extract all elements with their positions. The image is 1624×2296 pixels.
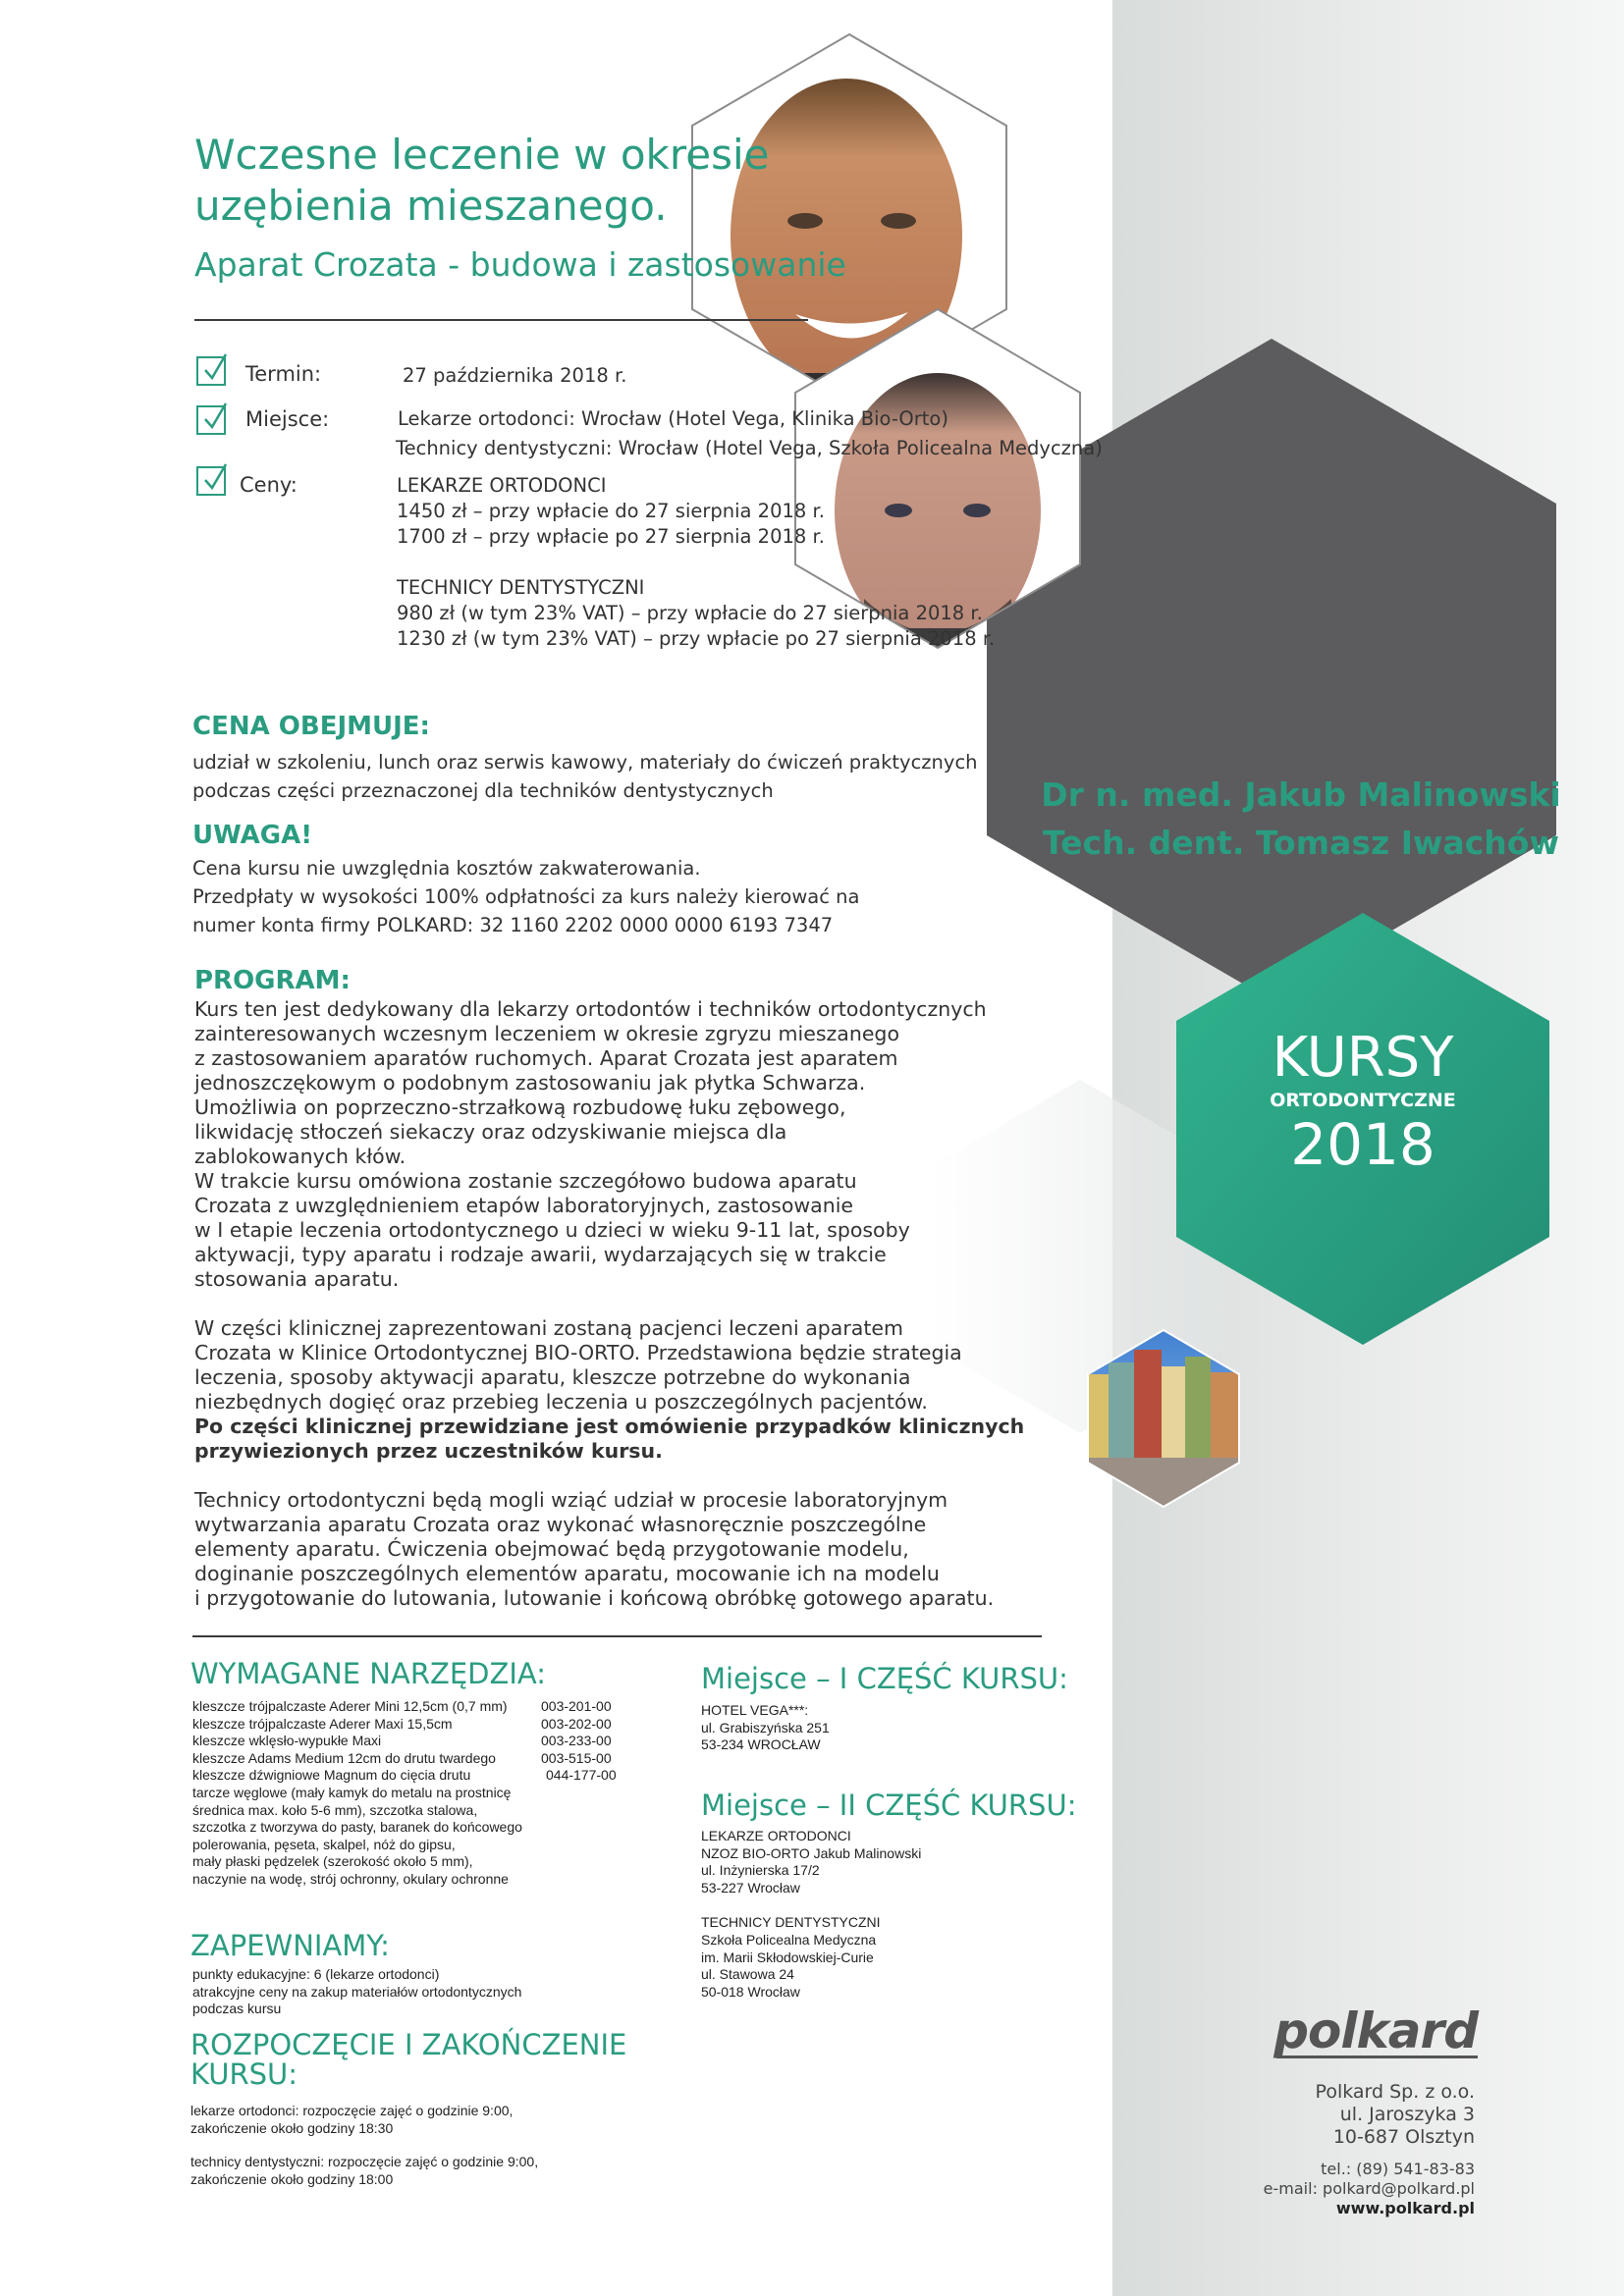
ceny-line: 1230 zł (w tym 23% VAT) – przy wpłacie po 27 sierpnia 2018 r.: [397, 627, 996, 650]
ceny-label: Ceny:: [240, 473, 298, 497]
tool-code: 003-515-00: [541, 1749, 612, 1766]
heading-line: KURSU:: [190, 2057, 298, 2091]
text-line: im. Marii Skłodowskiej-Curie: [701, 1949, 874, 1965]
text-line: wytwarzania aparatu Crozata oraz wykonać własnoręcznie poszczególne: [194, 1513, 927, 1536]
uwaga-heading: UWAGA!: [192, 821, 313, 850]
text-line: 53-227 Wrocław: [701, 1879, 800, 1896]
phone-text: tel.: (89) 541-83-83: [1321, 2160, 1475, 2178]
text-line: Umożliwia on poprzeczno-strzałkową rozbudowę łuku zębowego,: [194, 1095, 846, 1119]
text-line: jednoszczękowym o podobnym zastosowaniu jak płytka Schwarza.: [194, 1071, 866, 1095]
ceny-line: 1450 zł – przy wpłacie do 27 sierpnia 2018 r.: [397, 500, 825, 522]
logo-text: polkard: [1273, 2002, 1478, 2059]
zapewniamy-text: [192, 1966, 521, 2018]
text-line: w I etapie leczenia ortodontycznego u dzieci w wieku 9-11 lat, sposoby: [194, 1218, 910, 1242]
rozpoczecie-heading: [190, 2030, 626, 2089]
text-line: NZOZ BIO-ORTO Jakub Malinowski: [701, 1844, 922, 1861]
tool-name: kleszcze trójpalczaste Aderer Mini 12,5cm (0,7 mm): [192, 1698, 508, 1714]
text-line: Cena kursu nie uwzględnia kosztów zakwaterowania.: [192, 857, 701, 880]
text-line: zakończenie około godziny 18:00: [190, 2170, 394, 2187]
text-line: 53-234 WROCŁAW: [701, 1736, 821, 1753]
title-line-2: uzębienia mieszanego.: [194, 182, 668, 230]
ceny-line: 980 zł (w tym 23% VAT) – przy wpłacie do 27 sierpnia 2018 r.: [397, 602, 983, 624]
address-line: 10-687 Olsztyn: [1332, 2126, 1475, 2148]
text-line: Szkoła Policealna Medyczna: [701, 1931, 877, 1948]
text-line: ul. Stawowa 24: [701, 1966, 794, 1983]
heading-line: ROZPOCZĘCIE I ZAKOŃCZENIE: [190, 2028, 627, 2061]
text-line: W trakcie kursu omówiona zostanie szczegółowo budowa aparatu: [194, 1169, 857, 1193]
text-line: niezbędnych dogięć oraz przebieg leczenia u poszczególnych pacjentów.: [194, 1390, 928, 1414]
text-line: 50-018 Wrocław: [701, 1983, 800, 2000]
text-line: lekarze ortodonci: rozpoczęcie zajęć o godzinie 9:00,: [190, 2103, 514, 2118]
text-line: podczas kursu: [192, 2001, 282, 2017]
text-line: atrakcyjne ceny na zakup materiałów ortodontycznych: [192, 1983, 522, 2000]
address-line: Polkard Sp. z o.o.: [1315, 2081, 1475, 2103]
miejsce2-heading: Miejsce – II CZĘŚĆ KURSU:: [701, 1789, 1077, 1822]
ceny-group-technicy: TECHNICY DENTYSTYCZNI: [397, 576, 645, 599]
checkbox-icon: [196, 356, 226, 386]
text-line: naczynie na wodę, strój ochronny, okulary ochronne: [192, 1870, 509, 1887]
text-line: TECHNICY DENTYSTYCZNI: [701, 1914, 881, 1931]
program-heading: PROGRAM:: [194, 966, 351, 995]
tool-code: 044-177-00: [546, 1767, 617, 1784]
text-line: HOTEL VEGA***:: [701, 1702, 809, 1718]
text-line: mały płaski pędzelek (szerokość około 5 mm),: [192, 1853, 473, 1870]
checkbox-icon: [196, 405, 226, 435]
title-divider: [194, 319, 808, 321]
text-line: średnica max. koło 5-6 mm), szczotka stalowa,: [192, 1801, 478, 1818]
tool-item: [192, 1698, 644, 1716]
cena-obejmuje-text: [192, 748, 978, 805]
text-line: podczas części przeznaczonej dla techników dentystycznych: [192, 779, 774, 802]
text-line: polerowania, pęseta, skalpel, nóż do gipsu,: [192, 1836, 456, 1852]
miejsce2-address: [701, 1828, 921, 2001]
tool-item: [192, 1767, 644, 1785]
speaker-name-2: Tech. dent. Tomasz Iwachów: [1043, 824, 1559, 862]
miejsce1-heading: Miejsce – I CZĘŚĆ KURSU:: [701, 1662, 1068, 1695]
narzedzia-list: [192, 1698, 644, 1889]
company-contact: [1159, 2160, 1475, 2218]
text-line-bold: przywiezionych przez uczestników kursu.: [194, 1439, 663, 1463]
zapewniamy-heading: ZAPEWNIAMY:: [190, 1929, 390, 1962]
kursy-badge: [1176, 1026, 1549, 1178]
termin-value: 27 października 2018 r.: [403, 364, 627, 387]
miejsce-label: Miejsce:: [245, 407, 330, 431]
text-line: technicy dentystyczni: rozpoczęcie zajęć o godzinie 9:00,: [190, 2154, 539, 2170]
miejsce1-address: [701, 1702, 830, 1754]
tool-name: kleszcze trójpalczaste Aderer Maxi 15,5cm: [192, 1715, 453, 1732]
text-line: Kurs ten jest dedykowany dla lekarzy ortodontów i techników ortodontycznych: [194, 997, 987, 1021]
text-line-bold: Po części klinicznej przewidziane jest omówienie przypadków klinicznych: [194, 1415, 1025, 1438]
text-line: numer konta firmy POLKARD: 32 1160 2202 0000 0000 6193 7347: [192, 914, 834, 936]
address-line: ul. Jaroszyka 3: [1339, 2104, 1475, 2125]
cena-obejmuje-heading: CENA OBEJMUJE:: [192, 712, 430, 741]
text-line: W części klinicznej zaprezentowani zostaną pacjenci leczeni aparatem: [194, 1316, 903, 1340]
title-line-1: Wczesne leczenie w okresie: [194, 131, 770, 179]
email-link[interactable]: e-mail: polkard@polkard.pl: [1263, 2179, 1475, 2198]
text-line: Przedpłaty w wysokości 100% odpłatności za kurs należy kierować na: [192, 885, 860, 908]
text-line: ul. Grabiszyńska 251: [701, 1719, 830, 1735]
text-line: ul. Inżynierska 17/2: [701, 1862, 820, 1879]
tool-name: kleszcze dźwigniowe Magnum do cięcia drutu: [192, 1767, 471, 1784]
tool-code: 003-201-00: [541, 1698, 612, 1714]
text-line: LEKARZE ORTODONCI: [701, 1828, 851, 1843]
tool-code: 003-233-00: [541, 1733, 612, 1749]
uwaga-text: [192, 854, 859, 939]
text-line: z zastosowaniem aparatów ruchomych. Aparat Crozata jest aparatem: [194, 1046, 898, 1070]
ceny-group-lekarze: LEKARZE ORTODONCI: [397, 474, 607, 497]
tool-name: kleszcze Adams Medium 12cm do drutu twardego: [192, 1749, 496, 1766]
polkard-logo: [1257, 2002, 1478, 2058]
text-line: elementy aparatu. Ćwiczenia obejmować będą przygotowanie modelu,: [194, 1537, 909, 1561]
text-line: tarcze węglowe (mały kamyk do metalu na prostnicę: [192, 1784, 512, 1800]
company-address: [1159, 2081, 1475, 2149]
tool-item: [192, 1716, 644, 1734]
speaker-name-1: Dr n. med. Jakub Malinowski: [1041, 775, 1561, 814]
text-line: Crozata z uwzględnieniem etapów laboratoryjnych, zastosowanie: [194, 1194, 854, 1217]
tool-name: kleszcze wklęsło-wypukłe Maxi: [192, 1733, 382, 1749]
program-divider: [192, 1635, 1042, 1637]
checkbox-icon: [196, 466, 226, 496]
miejsce-line-2: Technicy dentystyczni: Wrocław (Hotel Vega, Szkoła Policealna Medyczna): [396, 437, 1103, 459]
text-line: punkty edukacyjne: 6 (lekarze ortodonci): [192, 1966, 440, 1982]
termin-label: Termin:: [245, 362, 322, 386]
tool-item: [192, 1733, 644, 1750]
page-subtitle: Aparat Crozata - budowa i zastosowanie: [194, 245, 846, 284]
narzedzia-heading: WYMAGANE NARZĘDZIA:: [190, 1657, 547, 1690]
text-line: stosowania aparatu.: [194, 1267, 400, 1291]
text-line: szczotka z tworzywa do pasty, baranek do końcowego: [192, 1819, 522, 1836]
text-line: leczenia, sposoby aktywacji aparatu, kleszcze potrzebne do wykonania: [194, 1365, 911, 1389]
text-line: udział w szkoleniu, lunch oraz serwis kawowy, materiały do ćwiczeń praktycznych: [192, 751, 978, 774]
text-line: zainteresowanych wczesnym leczeniem w okresie zgryzu mieszanego: [194, 1022, 899, 1045]
page-title: [194, 130, 862, 232]
miejsce-line-1: Lekarze ortodonci: Wrocław (Hotel Vega, Klinika Bio-Orto): [398, 407, 948, 430]
text-line: aktywacji, typy aparatu i rodzaje awarii, wydarzających się w trakcie: [194, 1243, 887, 1266]
text-line: Crozata w Klinice Ortodontycznej BIO-ORTO. Przedstawiona będzie strategia: [194, 1341, 962, 1364]
program-text: [194, 997, 1024, 1611]
badge-line-2: ORTODONTYCZNE: [1270, 1090, 1456, 1111]
badge-line-3: 2018: [1290, 1111, 1435, 1178]
tool-code: 003-202-00: [541, 1715, 612, 1732]
text-line: likwidację stłoczeń siekaczy oraz odzyskiwanie miejsca dla: [194, 1120, 787, 1144]
website-link[interactable]: www.polkard.pl: [1335, 2199, 1475, 2217]
text-line: zablokowanych kłów.: [194, 1145, 406, 1168]
text-line: doginanie poszczególnych elementów aparatu, mocowanie ich na modelu: [194, 1562, 940, 1585]
text-line: i przygotowanie do lutowania, lutowanie i końcową obróbkę gotowego aparatu.: [194, 1586, 995, 1610]
text-line: Technicy ortodontyczni będą mogli wziąć udział w procesie laboratoryjnym: [194, 1488, 948, 1512]
text-line: zakończenie około godziny 18:30: [190, 2119, 394, 2136]
speaker-names: [987, 775, 1615, 862]
rozpoczecie-text: [190, 2103, 538, 2188]
badge-line-1: KURSY: [1272, 1026, 1454, 1090]
ceny-values: [397, 473, 995, 652]
ceny-line: 1700 zł – przy wpłacie po 27 sierpnia 2018 r.: [397, 525, 825, 548]
tool-item: [192, 1750, 644, 1768]
